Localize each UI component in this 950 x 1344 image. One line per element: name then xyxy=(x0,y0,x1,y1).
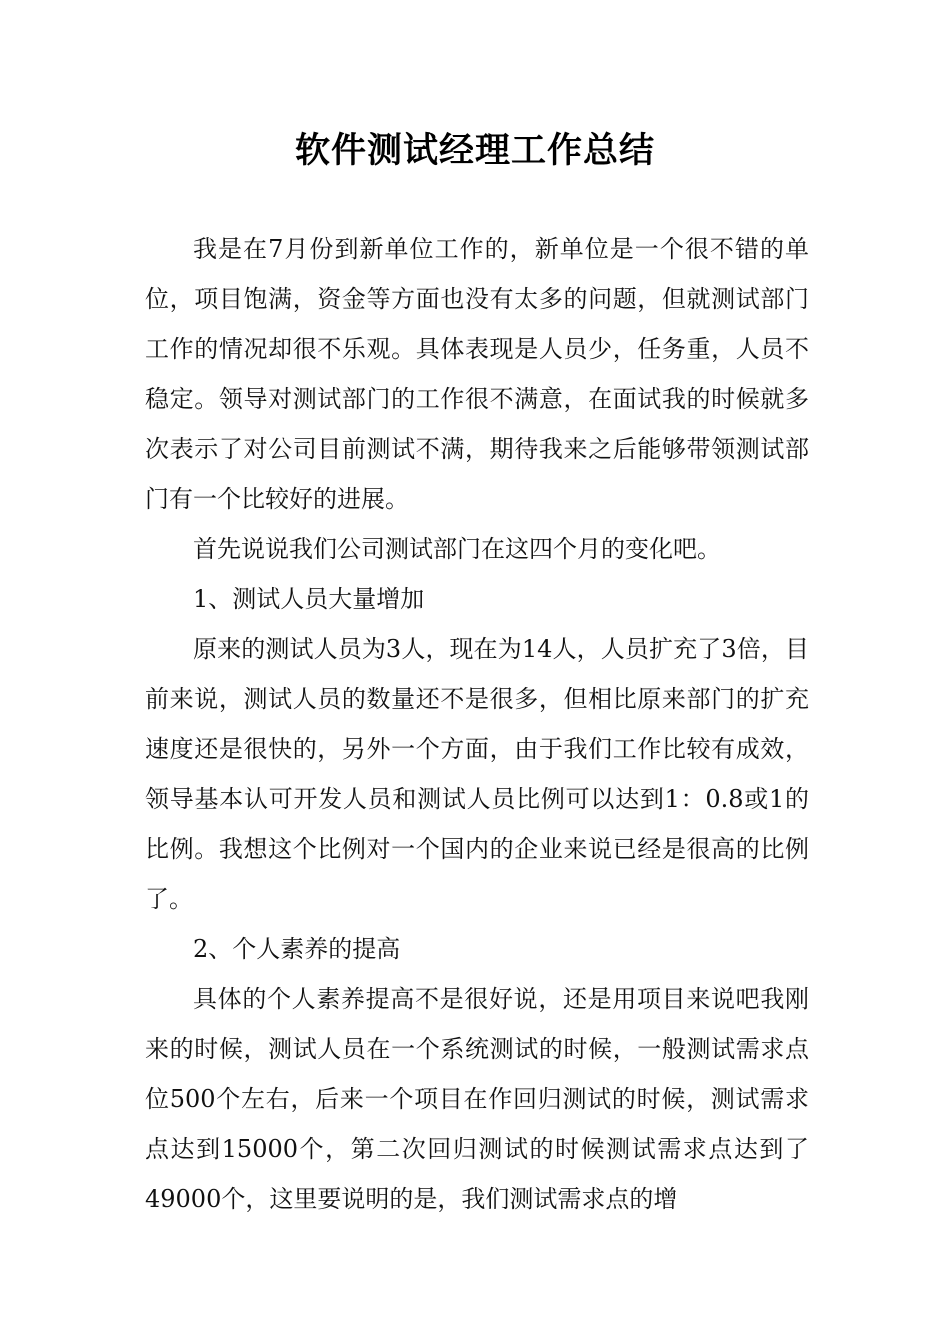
paragraph-changes-intro: 首先说说我们公司测试部门在这四个月的变化吧。 xyxy=(193,535,721,563)
paragraph-staff-increase: 原来的测试人员为3人，现在为14人，人员扩充了3倍，目前来说，测试人员的数量还不是很多，但相比原来部门的扩充速度还是很快的，另外一个方面，由于我们工作比较有成效，领导基本认可开发人员和测试人员比例可以达到1：0.8或1的比例。我想这个比例对一个国内的企业来说已经是很高的比例了。 xyxy=(145,635,809,913)
section-heading-personal-quality: 2、个人素养的提高 xyxy=(193,935,401,963)
section-heading-staff-increase: 1、测试人员大量增加 xyxy=(193,585,425,613)
document-body xyxy=(145,224,809,1224)
paragraph-personal-quality: 具体的个人素养提高不是很好说，还是用项目来说吧我刚来的时候，测试人员在一个系统测试的时候，一般测试需求点位500个左右，后来一个项目在作回归测试的时候，测试需求点达到15000个，第二次回归测试的时候测试需求点达到了49000个，这里要说明的是，我们测试需求点的增 xyxy=(145,985,809,1213)
document-title: 软件测试经理工作总结 xyxy=(294,130,655,171)
paragraph-intro: 我是在7月份到新单位工作的，新单位是一个很不错的单位，项目饱满，资金等方面也没有太多的问题，但就测试部门工作的情况却很不乐观。具体表现是人员少，任务重，人员不稳定。领导对测试部门的工作很不满意，在面试我的时候就多次表示了对公司目前测试不满，期待我来之后能够带领测试部门有一个比较好的进展。 xyxy=(145,235,809,513)
